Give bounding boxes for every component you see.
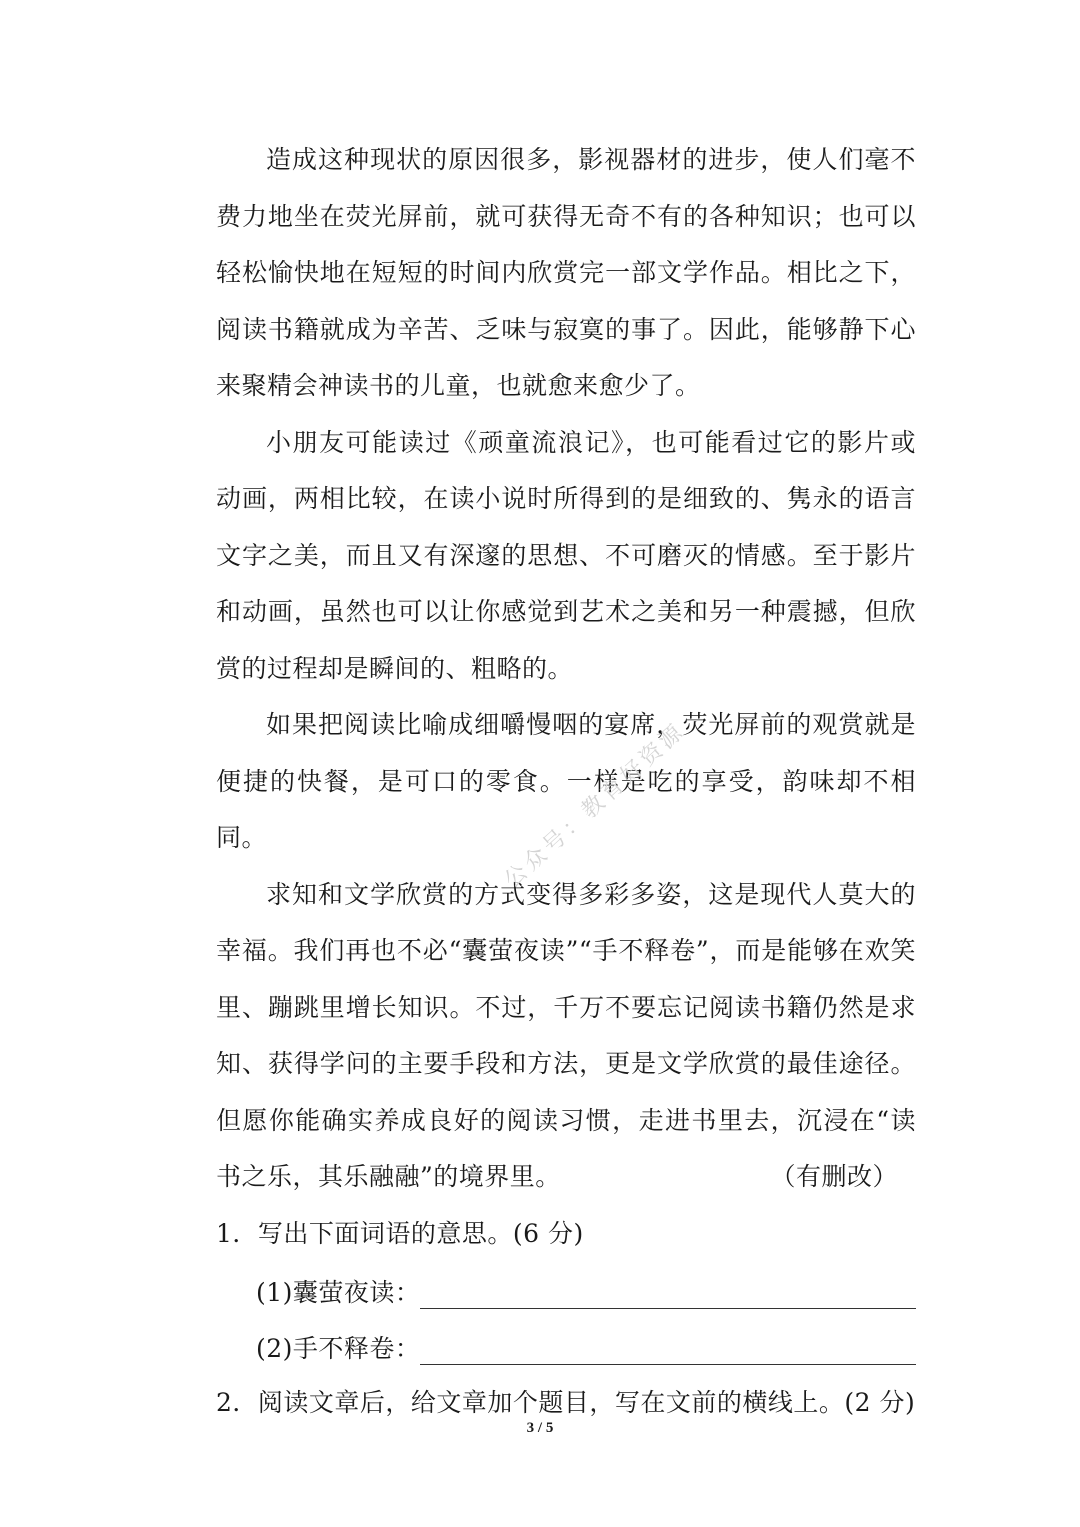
passage-paragraph-4-text: 求知和文学欣赏的方式变得多彩多姿，这是现代人莫大的幸福。我们再也不必“囊萤夜读”“手不释卷”，而是能够在欢笑里、蹦跳里增长知识。不过，千万不要忘记阅读书籍仍然是求知、获得学问的主要手段和方法，更是文学欣赏的最佳途径。但愿你能确实养成良好的阅读习惯，走进书里去，沉浸在“读书之乐，其乐融融”的境界里。 bbox=[216, 879, 916, 1191]
question-1-item-2 bbox=[216, 1319, 916, 1376]
question-1-item-1 bbox=[216, 1262, 916, 1319]
page-number: 3 / 5 bbox=[526, 1420, 554, 1436]
answer-blank-2[interactable] bbox=[420, 1363, 916, 1365]
question-1-item-2-label: (2)手不释卷： bbox=[256, 1334, 421, 1363]
source-note: （有删改） bbox=[770, 1162, 898, 1191]
passage-paragraph-1: 造成这种现状的原因很多，影视器材的进步，使人们毫不费力地坐在荧光屏前，就可获得无奇不有的各种知识；也可以轻松愉快地在短短的时间内欣赏完一部文学作品。相比之下，阅读书籍就成为辛苦、乏味与寂寞的事了。因此，能够静下心来聚精会神读书的儿童，也就愈来愈少了。 bbox=[216, 145, 916, 400]
question-2: 2．阅读文章后，给文章加个题目，写在文前的横线上。(2 分) bbox=[216, 1388, 916, 1417]
content-area bbox=[216, 132, 916, 1432]
passage-paragraph-2: 小朋友可能读过《顽童流浪记》，也可能看过它的影片或动画，两相比较，在读小说时所得到的是细致的、隽永的语言文字之美，而且又有深邃的思想、不可磨灭的情感。至于影片和动画，虽然也可以让你感觉到艺术之美和另一种震撼，但欣赏的过程却是瞬间的、粗略的。 bbox=[216, 427, 916, 683]
question-1: 1．写出下面词语的意思。(6 分) bbox=[216, 1218, 584, 1248]
passage-paragraph-4 bbox=[216, 867, 916, 1206]
passage-paragraph-3: 如果把阅读比喻成细嚼慢咽的宴席，荧光屏前的观赏就是便捷的快餐，是可口的零食。一样是吃的享受，韵味却不相同。 bbox=[216, 710, 916, 852]
question-1-item-1-label: (1)囊萤夜读： bbox=[256, 1277, 421, 1307]
watermark-text: 公众号：教育好资源 bbox=[499, 718, 691, 894]
answer-blank-1[interactable] bbox=[420, 1307, 916, 1309]
